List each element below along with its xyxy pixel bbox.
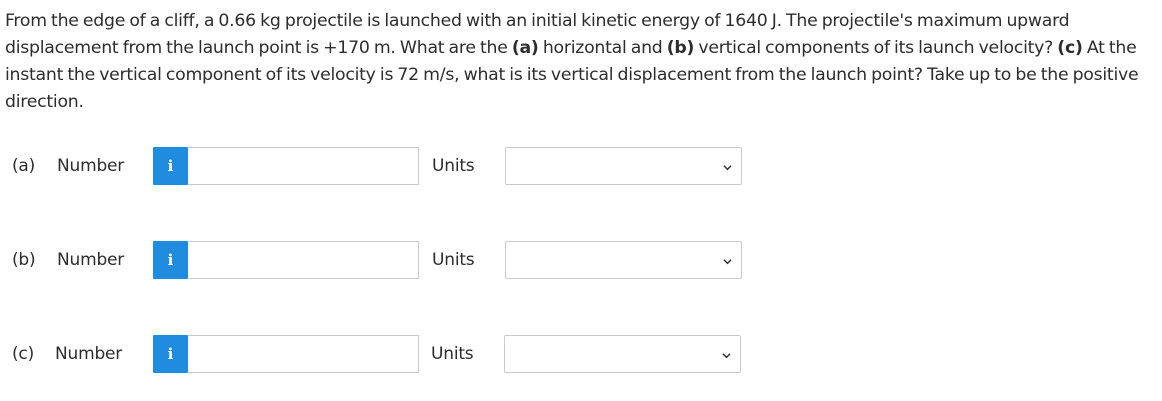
units-select-a[interactable] xyxy=(505,147,742,185)
number-input-b[interactable] xyxy=(188,241,419,279)
question-part-b-marker: (b) xyxy=(666,38,695,58)
chevron-down-icon xyxy=(723,163,732,172)
units-select-c[interactable] xyxy=(504,335,741,373)
question-segment: From the edge of a cliff, a 0.66 kg projectile is launched with an initial kinetic energy of 1640 J. The projectile's maximum upward displacement from the launch point is +170 m. What are the xyxy=(5,11,1070,58)
units-label-b: Units xyxy=(432,250,475,270)
info-button-c[interactable] xyxy=(153,335,188,373)
number-input-c[interactable] xyxy=(188,335,419,373)
answer-row-b xyxy=(0,239,1162,281)
question-part-a-marker: (a) xyxy=(511,38,539,58)
number-label-b: Number xyxy=(57,250,125,270)
question-segment: At the instant the vertical component of its velocity is 72 m/s, what is its vertical displacement from the launch point? Take up to be the positive direction. xyxy=(5,38,1139,112)
question-text xyxy=(5,8,1160,116)
question-part-c-marker: (c) xyxy=(1057,38,1083,58)
units-select-b[interactable] xyxy=(505,241,742,279)
units-label-c: Units xyxy=(431,344,474,364)
number-input-a[interactable] xyxy=(188,147,419,185)
info-icon: i xyxy=(167,344,174,363)
part-label-b: (b) xyxy=(12,250,36,270)
question-segment: horizontal and xyxy=(538,38,667,58)
chevron-down-icon xyxy=(723,257,732,266)
number-label-c: Number xyxy=(55,344,123,364)
info-button-b[interactable] xyxy=(153,241,188,279)
answer-row-c xyxy=(0,333,1162,375)
answer-row-a xyxy=(0,145,1162,187)
part-label-a: (a) xyxy=(12,156,36,176)
chevron-down-icon xyxy=(722,351,731,360)
units-label-a: Units xyxy=(432,156,475,176)
info-icon: i xyxy=(167,156,174,175)
number-label-a: Number xyxy=(57,156,125,176)
question-segment: vertical components of its launch velocity? xyxy=(694,38,1058,58)
part-label-c: (c) xyxy=(12,344,35,364)
info-button-a[interactable] xyxy=(153,147,188,185)
info-icon: i xyxy=(167,250,174,269)
